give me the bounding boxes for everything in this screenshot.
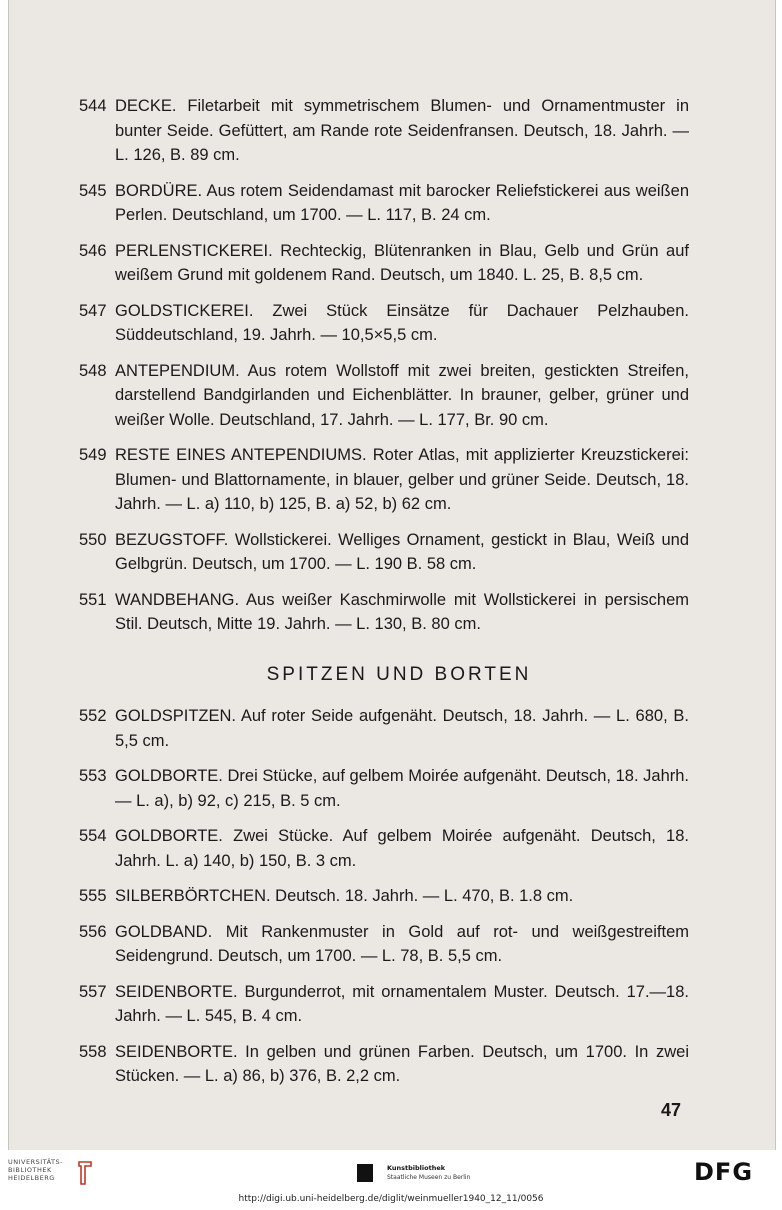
catalog-entry	[79, 704, 689, 753]
catalog-entry	[79, 920, 689, 969]
page-number: 47	[660, 1100, 681, 1120]
catalog-entry	[79, 359, 689, 433]
entry-number: 547	[79, 301, 107, 320]
entry-text: ANTEPENDIUM. Aus rotem Wollstoff mit zwei breiten, gestickten Streifen, darstellend Bandgirlanden und Eichenblätter. In brauner, gelber, grüner und weißer Wolle. Deutschland, 17. Jahrh. — L. 177, Br. 90 cm.	[115, 361, 689, 429]
scanned-page	[8, 0, 776, 1150]
entry-text: GOLDBAND. Mit Rankenmuster in Gold auf rot- und weißgestreiftem Seidengrund. Deutsch, um 1700. — L. 78, B. 5,5 cm.	[115, 922, 689, 965]
entry-number: 544	[79, 97, 107, 115]
kunstbibliothek-mark-icon	[357, 1164, 373, 1182]
entry-number: 554	[79, 827, 107, 845]
entry-number: 553	[79, 767, 107, 785]
permalink-url[interactable]: http://digi.ub.uni-heidelberg.de/diglit/weinmueller1940_12_11/0056	[238, 1194, 544, 1204]
university-name: UNIVERSITÄTS- BIBLIOTHEK HEIDELBERG	[8, 1158, 63, 1182]
entry-number: 551	[79, 590, 107, 609]
entry-text: RESTE EINES ANTEPENDIUMS. Roter Atlas, mit applizierter Kreuzstickerei: Blumen- und Blattornamente, in blauer, gelber und grüner Seide. Deutsch, 18. Jahrh. — L. a) 110, b) 125, B. a) 52, b) 62 cm.	[115, 446, 689, 513]
catalog-entry	[79, 1040, 689, 1089]
entry-text: BEZUGSTOFF. Wollstickerei. Welliges Ornament, gestickt in Blau, Weiß und Gelbgrün. Deutsch, um 1700. — L. 190 B. 58 cm.	[115, 530, 689, 573]
kunstbibliothek-subtitle: Staatliche Museen zu Berlin	[387, 1174, 471, 1181]
entry-text: GOLDBORTE. Drei Stücke, auf gelbem Moirée aufgenäht. Deutsch, 18. Jahrh. — L. a), b) 92, c) 215, B. 5 cm.	[115, 767, 689, 810]
entry-text: SILBERBÖRTCHEN. Deutsch. 18. Jahrh. — L. 470, B. 1.8 cm.	[115, 887, 574, 905]
catalog-entry	[79, 443, 689, 517]
entry-text: BORDÜRE. Aus rotem Seidendamast mit barocker Reliefstickerei aus weißen Perlen. Deutschland, um 1700. — L. 117, B. 24 cm.	[115, 181, 689, 224]
catalog-entry	[79, 588, 689, 637]
entry-number: 556	[79, 922, 107, 941]
entry-text: SEIDENBORTE. In gelben und grünen Farben. Deutsch, um 1700. In zwei Stücken. — L. a) 86, b) 376, B. 2,2 cm.	[115, 1042, 689, 1085]
entry-text: SEIDENBORTE. Burgunderrot, mit ornamentalem Muster. Deutsch. 17.—18. Jahrh. — L. 545, B. 4 cm.	[115, 982, 689, 1025]
entry-text: GOLDSTICKEREI. Zwei Stück Einsätze für Dachauer Pelzhauben. Süddeutschland, 19. Jahrh. — 10,5×5,5 cm.	[115, 301, 689, 344]
catalog-entry	[79, 528, 689, 577]
entry-number: 545	[79, 181, 107, 200]
catalog-text	[79, 94, 689, 1100]
entry-text: DECKE. Filetarbeit mit symmetrischem Blumen- und Ornamentmuster in bunter Seide. Gefüttert, am Rande rote Seidenfransen. Deutsch, 18. Jahrh. — L. 126, B. 89 cm.	[115, 97, 689, 164]
entry-list-spitzen	[79, 704, 689, 1089]
entry-number: 546	[79, 241, 107, 260]
entry-text: GOLDBORTE. Zwei Stücke. Auf gelbem Moirée aufgenäht. Deutsch, 18. Jahrh. L. a) 140, b) 150, B. 3 cm.	[115, 827, 689, 870]
catalog-entry	[79, 884, 689, 909]
entry-number: 558	[79, 1042, 107, 1061]
catalog-entry	[79, 764, 689, 813]
entry-number: 548	[79, 361, 107, 380]
catalog-entry	[79, 980, 689, 1029]
entry-text: GOLDSPITZEN. Auf roter Seide aufgenäht. Deutsch, 18. Jahrh. — L. 680, B. 5,5 cm.	[115, 707, 689, 750]
dfg-logo[interactable]: DFG	[694, 1158, 754, 1186]
footer-bar	[0, 1152, 782, 1192]
catalog-entry	[79, 299, 689, 348]
entry-list-textiles	[79, 94, 689, 637]
university-mark-icon	[76, 1160, 94, 1186]
catalog-entry	[79, 94, 689, 168]
catalog-entry	[79, 179, 689, 228]
entry-number: 550	[79, 530, 107, 549]
section-heading: SPITZEN UND BORTEN	[266, 663, 532, 685]
entry-number: 555	[79, 887, 107, 905]
entry-text: WANDBEHANG. Aus weißer Kaschmirwolle mit Wollstickerei in persischem Stil. Deutsch, Mitte 19. Jahrh. — L. 130, B. 80 cm.	[115, 590, 689, 633]
entry-number: 552	[79, 707, 107, 725]
entry-text: PERLENSTICKEREI. Rechteckig, Blütenranken in Blau, Gelb und Grün auf weißem Grund mit goldenem Rand. Deutsch, um 1840. L. 25, B. 8,5 cm.	[115, 241, 689, 284]
entry-number: 549	[79, 446, 107, 464]
catalog-entry	[79, 239, 689, 288]
entry-number: 557	[79, 982, 107, 1001]
catalog-entry	[79, 824, 689, 873]
kunstbibliothek-title: Kunstbibliothek	[387, 1164, 446, 1172]
